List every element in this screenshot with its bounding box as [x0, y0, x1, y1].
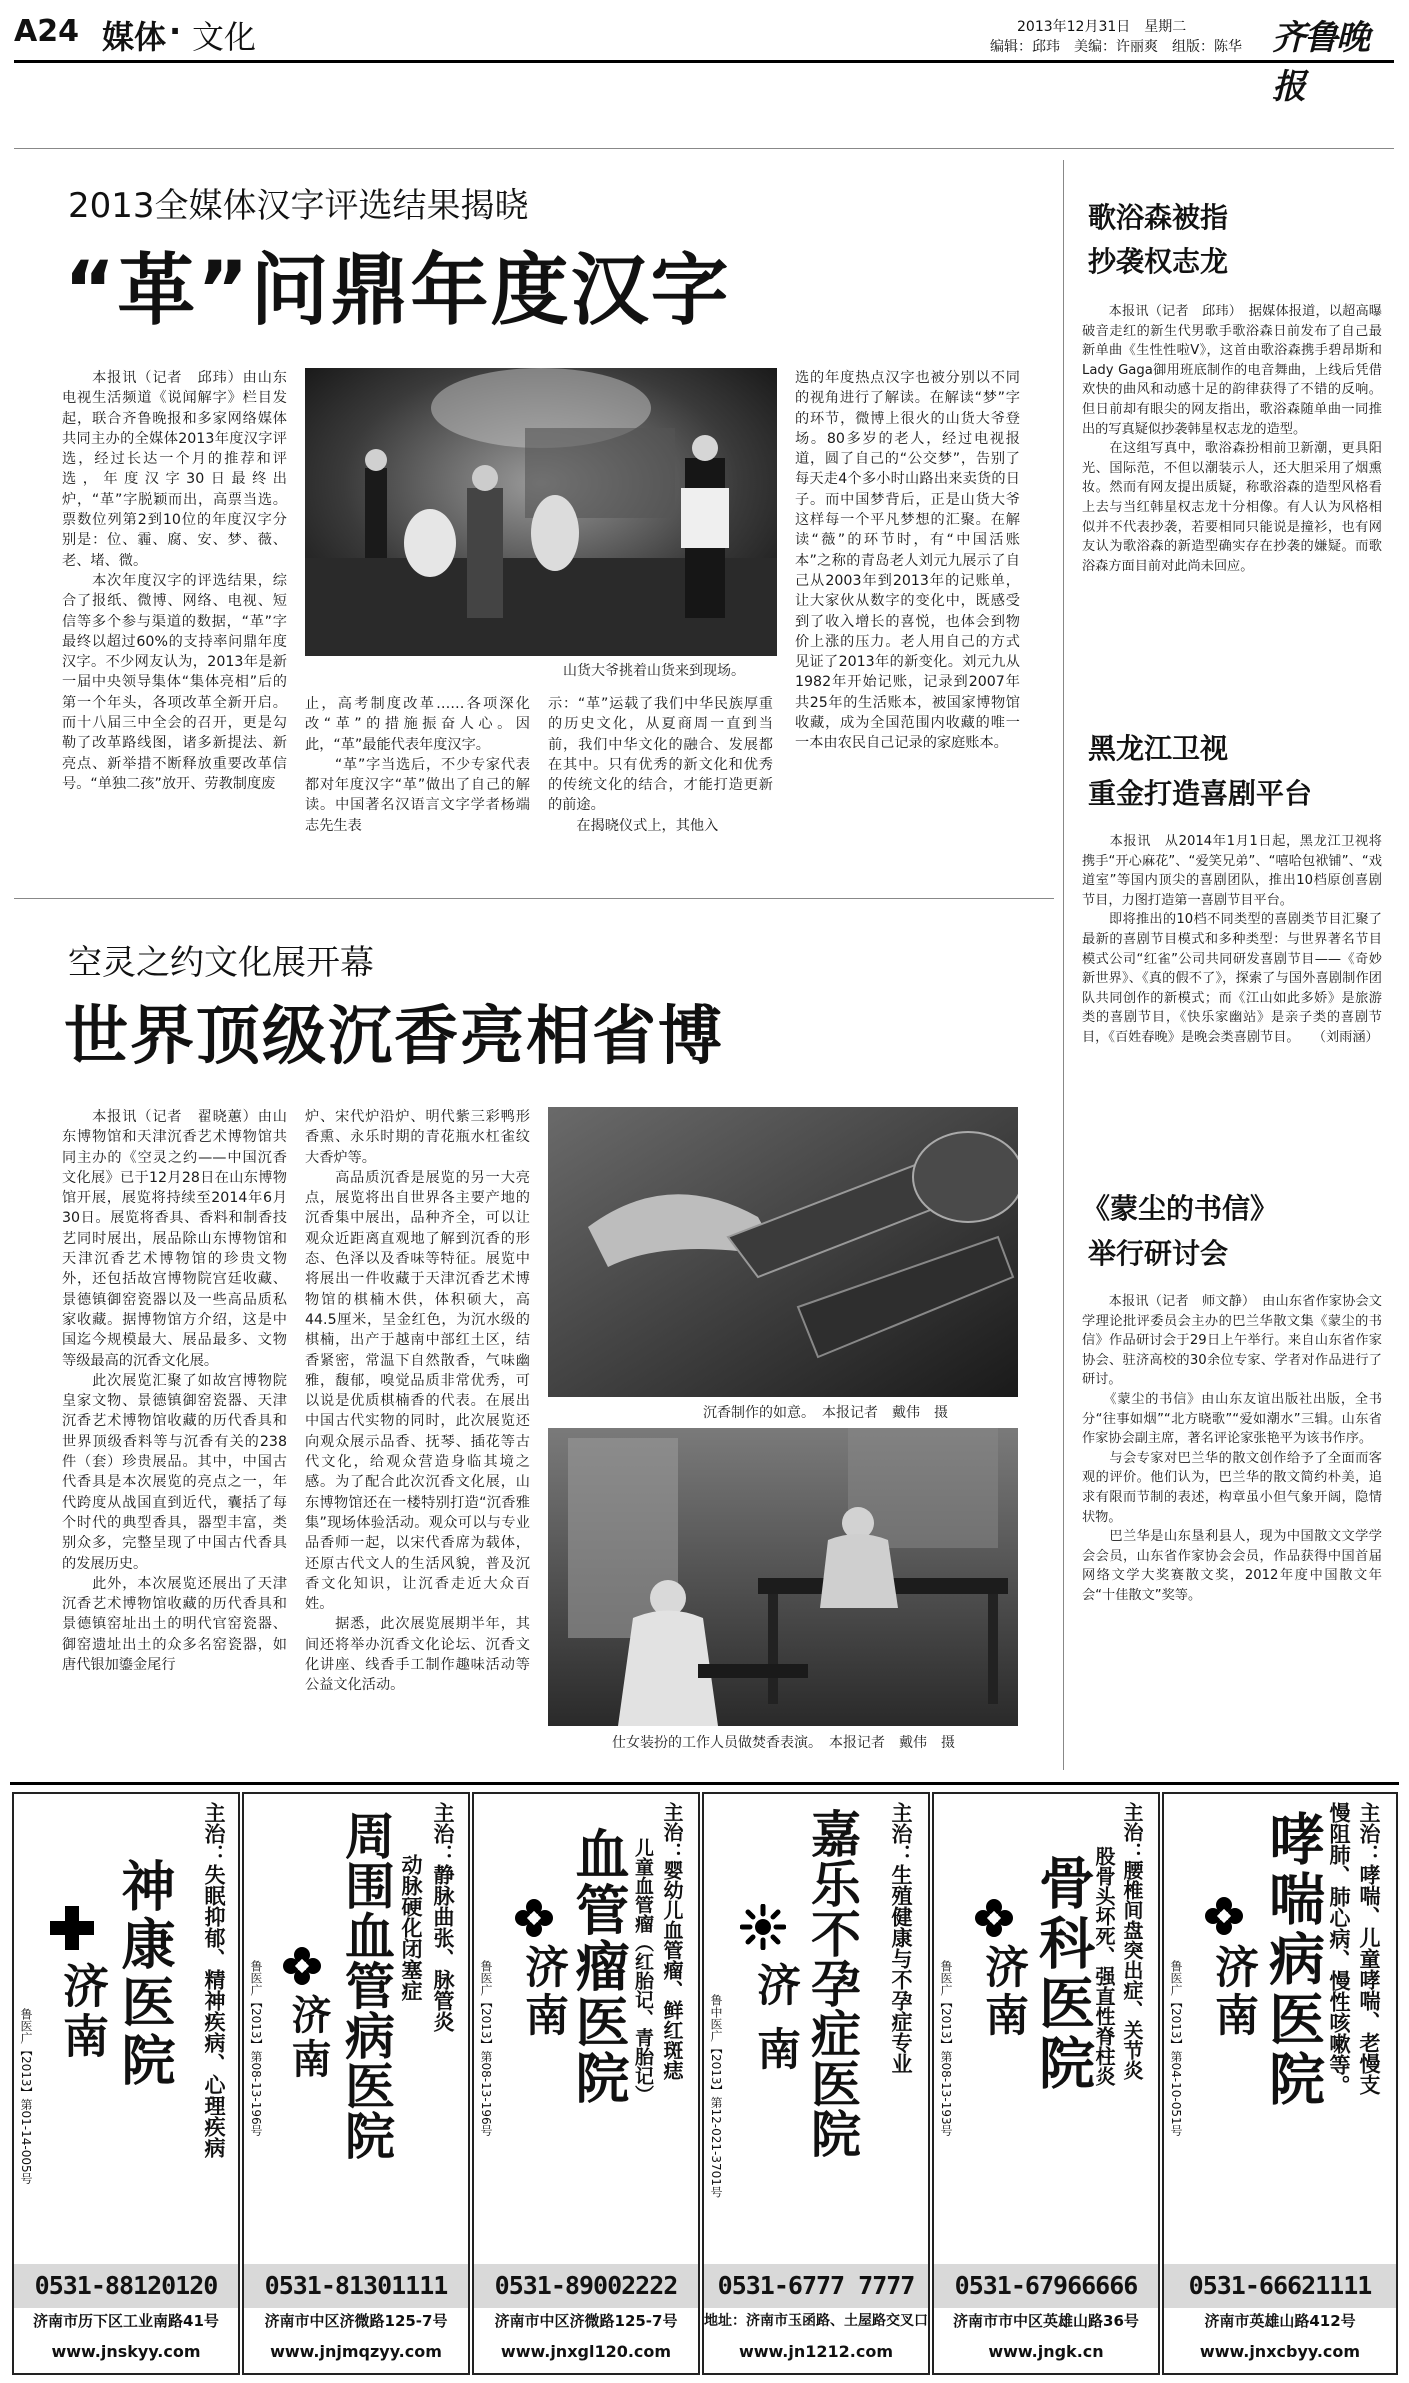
ad-url[interactable]: www.jnjmqzyy.com: [270, 2342, 442, 2361]
sidebar-title: 抄袭权志龙: [1088, 245, 1229, 278]
sidebar-title: 重金打造喜剧平台: [1088, 777, 1313, 810]
ad-phone[interactable]: 0531-88120120: [14, 2264, 238, 2308]
section-dot: ·: [169, 12, 182, 50]
ad-treatment: 腰椎间盘突出症、关节炎: [1120, 1860, 1144, 2080]
ad-city: 济南: [749, 1962, 800, 2090]
ad-treat-head: 主治：: [889, 1802, 913, 1865]
ad-treatment: 股骨头坏死、强直性脊柱炎: [1092, 1846, 1116, 2086]
masthead: [14, 10, 1394, 107]
masthead-rule: [14, 60, 1394, 63]
ad-url[interactable]: www.jnxcbyy.com: [1199, 2342, 1361, 2361]
ad-license: 鲁医广【2013】第04-10-051号: [1169, 1960, 1183, 2137]
ceremony-photo: [548, 1428, 1018, 1726]
sidebar-title: 歌浴森被指: [1088, 201, 1229, 234]
ad-address: 济南市中区济微路125-7号: [264, 2312, 448, 2330]
ad-hospital-name: 血管瘤医院: [567, 1826, 630, 2106]
hospital-ad[interactable]: [1162, 1792, 1398, 2375]
section-name: 媒体: [102, 18, 167, 56]
ad-city: 济南: [517, 1944, 568, 2040]
ad-license: 鲁医广【2013】第08-13-196号: [249, 1960, 263, 2137]
ad-address: 济南市市中区英雄山路36号: [953, 2312, 1139, 2330]
hospital-ad[interactable]: [242, 1792, 470, 2375]
article-column: 选的年度热点汉字也被分别以不同的视角进行了解读。在解读“梦”字的环节，微博上很火的山货大爷登场。80多岁的老人，经过电视报道，圆了自己的“公交梦”，告别了每天走4个多小时山路出来卖货的日子。而中国梦背后，正是山货大爷这样每一个平凡梦想的汇聚。在解读“薇”的环节时，有“中国活账本”之称的青岛老人刘元九展示了自己从2003年到2013年的记账单，让大家伙从数字的变化中，既感受到了收入增长的喜悦，也体会到物价上涨的压力。老人用自己的方式见证了2013年的新变化。刘元九从1982年开始记账，记录到2007年共25年的生活账本，被国家博物馆收藏，成为全国范围内收藏的唯一一本由农民自己记录的家庭账本。: [795, 370, 1020, 752]
sidebar-divider: [1063, 160, 1064, 1770]
ad-treatment: 慢阻肺、肺心病、慢性咳嗽等。: [1327, 1802, 1351, 2096]
stage-photo-image: [305, 368, 777, 656]
hospital-ad[interactable]: [12, 1792, 240, 2375]
stage-photo: [305, 368, 777, 656]
issue-date: 2013年12月31日 星期二: [1017, 19, 1187, 35]
flower-logo-icon: [514, 1898, 554, 1938]
section-rule: [14, 148, 1394, 149]
ad-address: 济南市英雄山路412号: [1204, 2312, 1356, 2330]
ad-treatment: 哮喘、儿童哮喘、老慢支: [1357, 1864, 1381, 2095]
ad-address: 济南市中区济微路125-7号: [494, 2312, 678, 2330]
article-kicker: 2013全媒体汉字评选结果揭晓: [68, 186, 529, 226]
ad-treat-head: 主治：: [202, 1802, 226, 1865]
sidebar-title: 《蒙尘的书信》: [1082, 1192, 1279, 1225]
editor-credits: 编辑：邱玮 美编：许丽爽 组版：陈华: [990, 39, 1242, 55]
ad-license: 鲁医广【2013】第01-14-005号: [19, 2008, 33, 2185]
ad-city: 济南: [56, 1962, 110, 2062]
sidebar-body: 本报讯（记者 师文静） 由山东省作家协会文学理论批评委员会主办的巴兰华散文集《蒙尘的书信》作品研讨会于29日上午举行。来自山东省作家协会、驻济高校的30余位专家、学者对作品进行了研讨。 《蒙尘的书信》由山东友谊出版社出版，全书分“往事如烟”“北方晓歌”“爱如潮水”三辑。山东省作家协会副主席，著名评论家张艳平为该书作序。 与会专家对巴兰华的散文创作给予了全面而客观的评价。他们认为，巴兰华的散文简约朴美，追求有限而节制的表述，构章虽小但气象开阔，隐情状物。 巴兰华是山东垦利县人，现为中国散文文学学会会员，山东省作家协会会员，作品获得中国首届网络文学大奖赛散文奖，2012年度中国散文年会“十佳散文”奖等。: [1082, 1294, 1382, 1603]
ad-treat-head: 主治：: [660, 1802, 684, 1862]
ceremony-photo-image: [548, 1428, 1018, 1726]
sun-logo-icon: [740, 1904, 786, 1950]
photo-caption: 仕女装扮的工作人员做焚香表演。 本报记者 戴伟 摄: [612, 1735, 955, 1751]
ad-hospital-name: 周围血管病医院: [337, 1810, 395, 2160]
ad-treatment: 生殖健康与不孕症专业: [889, 1864, 913, 2074]
ads-top-rule: [10, 1782, 1399, 1785]
ad-license: 鲁医广【2013】第08-13-196号: [479, 1960, 493, 2137]
ad-phone[interactable]: 0531-81301111: [244, 2264, 468, 2308]
ad-phone[interactable]: 0531-6777 7777: [704, 2264, 928, 2308]
ad-treat-head: 主治：: [1357, 1802, 1381, 1865]
ad-city: 济南: [1207, 1944, 1258, 2040]
hospital-ad[interactable]: [472, 1792, 700, 2375]
flower-logo-icon: [282, 1946, 322, 1986]
ruyi-photo: [548, 1107, 1018, 1397]
ad-treat-head: 主治：: [431, 1802, 455, 1865]
ad-hospital-name: 骨科医院: [1030, 1854, 1095, 2094]
article-kicker: 空灵之约文化展开幕: [68, 943, 374, 983]
ad-hospital-name: 神康医院: [113, 1858, 176, 2090]
ad-url[interactable]: www.jnskyy.com: [51, 2342, 201, 2361]
ad-url[interactable]: www.jngk.cn: [988, 2342, 1104, 2361]
sidebar-body: 本报讯（记者 邱玮） 据媒体报道，以超高曝破音走红的新生代男歌手歌浴森日前发布了自己最新单曲《生性性啦V》，这首由歌浴森携手碧昂斯和Lady Gaga御用班底制作的电音舞曲，上线后凭借欢快的曲风和动感十足的韵律获得了不错的反响。但日前却有眼尖的网友指出，歌浴森随单曲一同推出的写真疑似抄袭韩星权志龙的造型。 在这组写真中，歌浴森扮相前卫新潮，更具阳光、国际范，不但以潮装示人，还大胆采用了烟熏妆。然而有网友提出质疑，称歌浴森的造型风格看上去与当红韩星权志龙十分相像。有人认为风格相似并不代表抄袭，若要相同只能说是撞衫，也有网友认为歌浴森的新造型确实存在抄袭的嫌疑。而歌浴森方面目前对此尚未回应。: [1082, 304, 1382, 574]
article-column: 炉、宋代炉沿炉、明代紫三彩鸭形香熏、永乐时期的青花瓶水杠雀纹大香炉等。 高品质沉香是展览的另一大亮点，展览将出自世界各主要产地的沉香集中展出，品种齐全，可以让观众近距离直观地了解到沉香的形态、色泽以及香味等特征。展览中将展出一件收藏于天津沉香艺术博物馆的棋楠木供，体积硕大，高44.5厘米，呈金红色，为沉水级的棋楠，出产于越南中部红土区，结香紧密，常温下自然散香，气味幽雅，馥郁，嗅觉品质非常优秀，可以说是优质棋楠香的代表。在展出中国古代实物的同时，此次展览还向观众展示品香、抚琴、插花等古代文化，给观众营造身临其境之感。为了配合此次沉香文化展，山东博物馆还在一楼特别打造“沉香雅集”现场体验活动。观众可以与专业品香师一起，以宋代香席为载体，还原古代文人的生活风貌，普及沉香文化知识，让沉香走近大众百姓。 据悉，此次展览展期半年，其间还将举办沉香文化论坛、沉香文化讲座、线香手工制作趣味活动等公益文化活动。: [305, 1109, 530, 1694]
ad-treatment: 动脉硬化闭塞症: [399, 1854, 423, 2001]
sidebar-body: 本报讯 从2014年1月1日起，黑龙江卫视将携手“开心麻花”、“爱笑兄弟”、“嘻哈包袱铺”、“戏道室”等国内顶尖的喜剧团队，推出10档原创喜剧节目，力图打造第一喜剧节目平台。 即将推出的10档不同类型的喜剧类节目汇聚了最新的喜剧节目模式和多种类型：与世界著名节目模式公司“红雀”公司共同研发喜剧节目——《奇妙新世界》、《真的假不了》，探索了与国外喜剧制作团队共同创作的新模式；而《江山如此多娇》是旅游类的喜剧节目，《快乐家幽站》是亲子类的喜剧节目，《百姓春晚》是晚会类喜剧节目。 （刘雨涵）: [1082, 834, 1382, 1045]
flower-logo-icon: [1204, 1896, 1244, 1936]
article-divider: [14, 898, 1054, 899]
article-column: 止，高考制度改革……各项深化改“革”的措施振奋人心。因此，“革”最能代表年度汉字。 “革”字当选后，不少专家代表都对年度汉字“革”做出了自己的解读。中国著名汉语言文字学者杨端志先生表: [305, 696, 530, 834]
article-headline: “革”问鼎年度汉字: [64, 246, 731, 336]
ad-city: 济南: [285, 1994, 331, 2082]
ad-address: 地址：济南市玉函路、土屋路交叉口: [704, 2313, 928, 2329]
photo-caption: 沉香制作的如意。 本报记者 戴伟 摄: [703, 1405, 948, 1421]
ad-treatment: 失眠抑郁、精神疾病、心理疾病: [202, 1864, 226, 2158]
ad-treatment: 静脉曲张、脉管炎: [431, 1864, 455, 2032]
ad-hospital-name: 哮喘病医院: [1260, 1810, 1325, 2110]
ad-treatment: 儿童血管瘤（红胎记、青胎记）: [632, 1838, 654, 2104]
newspaper-logo: 齐鲁晚报: [1272, 18, 1368, 107]
ad-treat-head: 主治：: [1120, 1802, 1144, 1862]
ad-phone[interactable]: 0531-89002222: [474, 2264, 698, 2308]
sidebar-title: 举行研讨会: [1088, 1237, 1229, 1270]
ad-url[interactable]: www.jnxgl120.com: [500, 2342, 672, 2361]
ad-address: 济南市历下区工业南路41号: [33, 2312, 219, 2330]
cross-logo-icon: [50, 1906, 94, 1950]
subsection-name: 文化: [192, 18, 257, 56]
ad-url[interactable]: www.jn1212.com: [738, 2342, 894, 2361]
ad-license: 鲁中医广【2013】第12-021-3701号: [709, 1994, 723, 2198]
flower-logo-icon: [974, 1898, 1014, 1938]
ad-city: 济南: [977, 1944, 1028, 2040]
sidebar-title: 黑龙江卫视: [1088, 732, 1229, 765]
ad-phone[interactable]: 0531-66621111: [1164, 2264, 1396, 2308]
ad-license: 鲁医广【2013】第08-13-193号: [939, 1960, 953, 2137]
photo-caption: 山货大爷挑着山货来到现场。: [563, 663, 745, 679]
article-column: 示：“革”运载了我们中华民族厚重的历史文化，从夏商周一直到当前，我们中华文化的融合、发展都在其中。只有优秀的新文化和优秀的传统文化的结合，才能打造更新的前途。 在揭晓仪式上，其他入: [548, 696, 773, 834]
ruyi-photo-image: [548, 1107, 1018, 1397]
hospital-ad[interactable]: [702, 1792, 930, 2375]
ad-hospital-name: 嘉乐不孕症医院: [803, 1808, 861, 2158]
hospital-ad[interactable]: [932, 1792, 1160, 2375]
article-headline: 世界顶级沉香亮相省博: [64, 1000, 724, 1074]
article-column: 本报讯（记者 翟晓蕙）由山东博物馆和天津沉香艺术博物馆共同主办的《空灵之约——中国沉香文化展》已于12月28日在山东博物馆开展，展览将持续至2014年6月30日。展览将香具、香料和制香技艺同时展出，展品除山东博物馆和天津沉香艺术博物馆的珍贵文物外，还包括故宫博物院宫廷收藏、景德镇御窑瓷器以及一些高品质私家收藏。据博物馆方介绍，这是中国迄今规模最大、展品最多、文物等级最高的沉香文化展。 此次展览汇聚了如故宫博物院皇家文物、景德镇御窑瓷器、天津沉香艺术博物馆收藏的历代香具和世界顶级香料等与沉香有关的238件（套）珍贵展品。其中，中国古代香具是本次展览的亮点之一，年代跨度从战国直到近代，囊括了每个时代的典型香具，器型丰富，类别众多，完整呈现了中国古代香具的发展历史。 此外，本次展览还展出了天津沉香艺术博物馆收藏的历代香具和景德镇窑址出土的明代官窑瓷器、御窑遗址出土的众多名窑瓷器，如唐代银加鎏金尾行: [62, 1109, 287, 1674]
article-column: 本报讯（记者 邱玮）由山东电视生活频道《说闻解字》栏目发起，联合齐鲁晚报和多家网络媒体共同主办的全媒体2013年度汉字评选，经过长达一个月的推荐和评选，年度汉字30日最终出炉，“革”字脱颖而出，高票当选。票数位列第2到10位的年度汉字分别是：位、霾、腐、安、梦、薇、老、堵、微。 本次年度汉字的评选结果，综合了报纸、微博、网络、电视、短信等多个参与渠道的数据，“革”字最终以超过60%的支持率问鼎年度汉字。不少网友认为，2013年是新一届中央领导集体“集体亮相”后的第一个年头，各项改革全新开启。而十八届三中全会的召开，更是勾勒了改革路线图，诸多新提法、新亮点、新举措不断释放重要改革信号。“单独二孩”放开、劳教制度废: [62, 370, 287, 792]
ad-treatment: 婴幼儿血管瘤、鲜红斑痣: [660, 1860, 684, 2080]
page-number: A24: [14, 14, 79, 49]
ad-phone[interactable]: 0531-67966666: [934, 2264, 1158, 2308]
